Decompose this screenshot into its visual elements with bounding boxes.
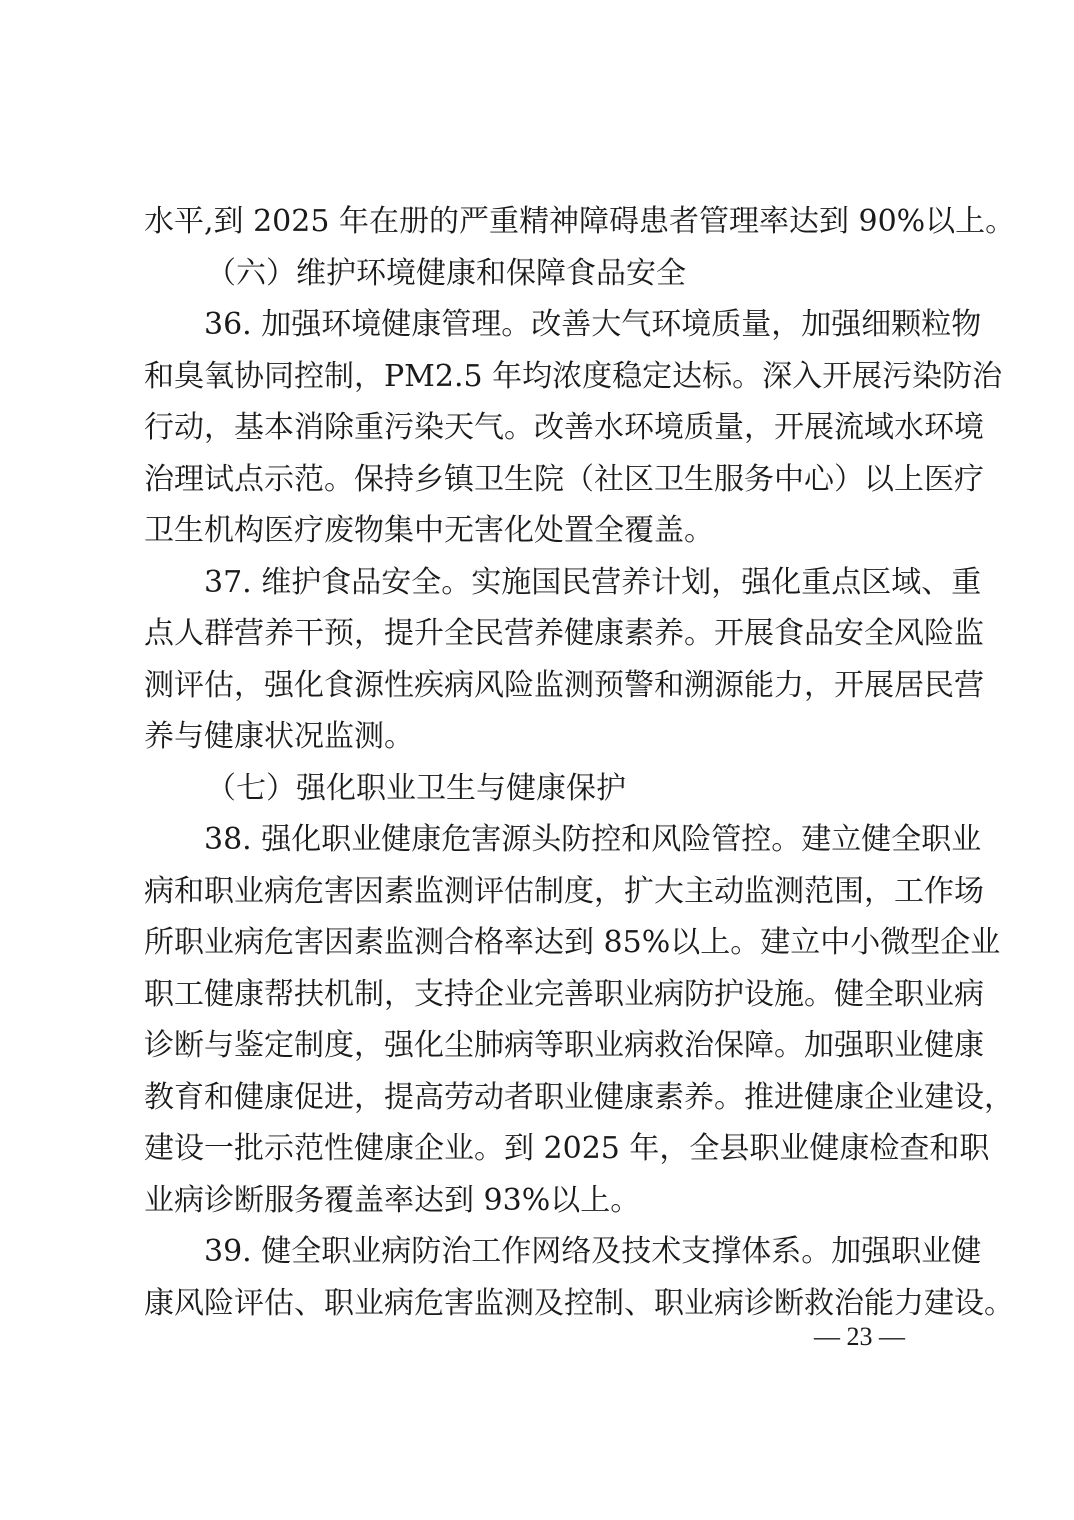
paragraph-first-line: 36. 加强环境健康管理。改善大气环境质量，加强细颗粒物 <box>204 307 982 342</box>
paragraph-first-line: 39. 健全职业病防治工作网络及技术支撑体系。加强职业健 <box>204 1234 982 1269</box>
text-line: 教育和健康促进，提高劳动者职业健康素养。推进健康企业建设， <box>144 1079 1014 1115</box>
text-line: 诊断与鉴定制度，强化尘肺病等职业病救治保障。加强职业健康 <box>144 1028 984 1063</box>
text-line: 测评估，强化食源性疾病风险监测预警和溯源能力，开展居民营 <box>144 667 984 703</box>
text-line: 业病诊断服务覆盖率达到 93%以上。 <box>144 1182 641 1218</box>
text-line: 水平,到 2025 年在册的严重精神障碍患者管理率达到 90%以上。 <box>144 204 1016 239</box>
text-line: 卫生机构医疗废物集中无害化处置全覆盖。 <box>144 513 714 548</box>
text-line: 病和职业病危害因素监测评估制度，扩大主动监测范围，工作场 <box>144 873 984 909</box>
section-heading: （六）维护环境健康和保障食品安全 <box>206 255 686 291</box>
text-line: 职工健康帮扶机制，支持企业完善职业病防护设施。健全职业病 <box>144 976 984 1012</box>
text-line: 治理试点示范。保持乡镇卫生院（社区卫生服务中心）以上医疗 <box>144 461 984 497</box>
text-line: 养与健康状况监测。 <box>144 719 414 754</box>
paragraph-first-line: 38. 强化职业健康危害源头防控和风险管控。建立健全职业 <box>204 822 982 857</box>
text-line: 建设一批示范性健康企业。到 2025 年，全县职业健康检查和职 <box>144 1131 990 1166</box>
text-line: 康风险评估、职业病危害监测及控制、职业病诊断救治能力建设。 <box>144 1285 1014 1321</box>
text-line: 和臭氧协同控制，PM2.5 年均浓度稳定达标。深入开展污染防治 <box>144 358 1003 394</box>
document-body <box>144 196 1016 1329</box>
section-heading: （七）强化职业卫生与健康保护 <box>206 770 626 806</box>
text-line: 所职业病危害因素监测合格率达到 85%以上。建立中小微型企业 <box>144 925 1001 960</box>
page-number: — 23 — <box>814 1322 905 1351</box>
paragraph-first-line: 37. 维护食品安全。实施国民营养计划，强化重点区域、重 <box>204 564 982 600</box>
text-line: 点人群营养干预，提升全民营养健康素养。开展食品安全风险监 <box>144 616 984 651</box>
text-line: 行动，基本消除重污染天气。改善水环境质量，开展流域水环境 <box>144 410 984 445</box>
